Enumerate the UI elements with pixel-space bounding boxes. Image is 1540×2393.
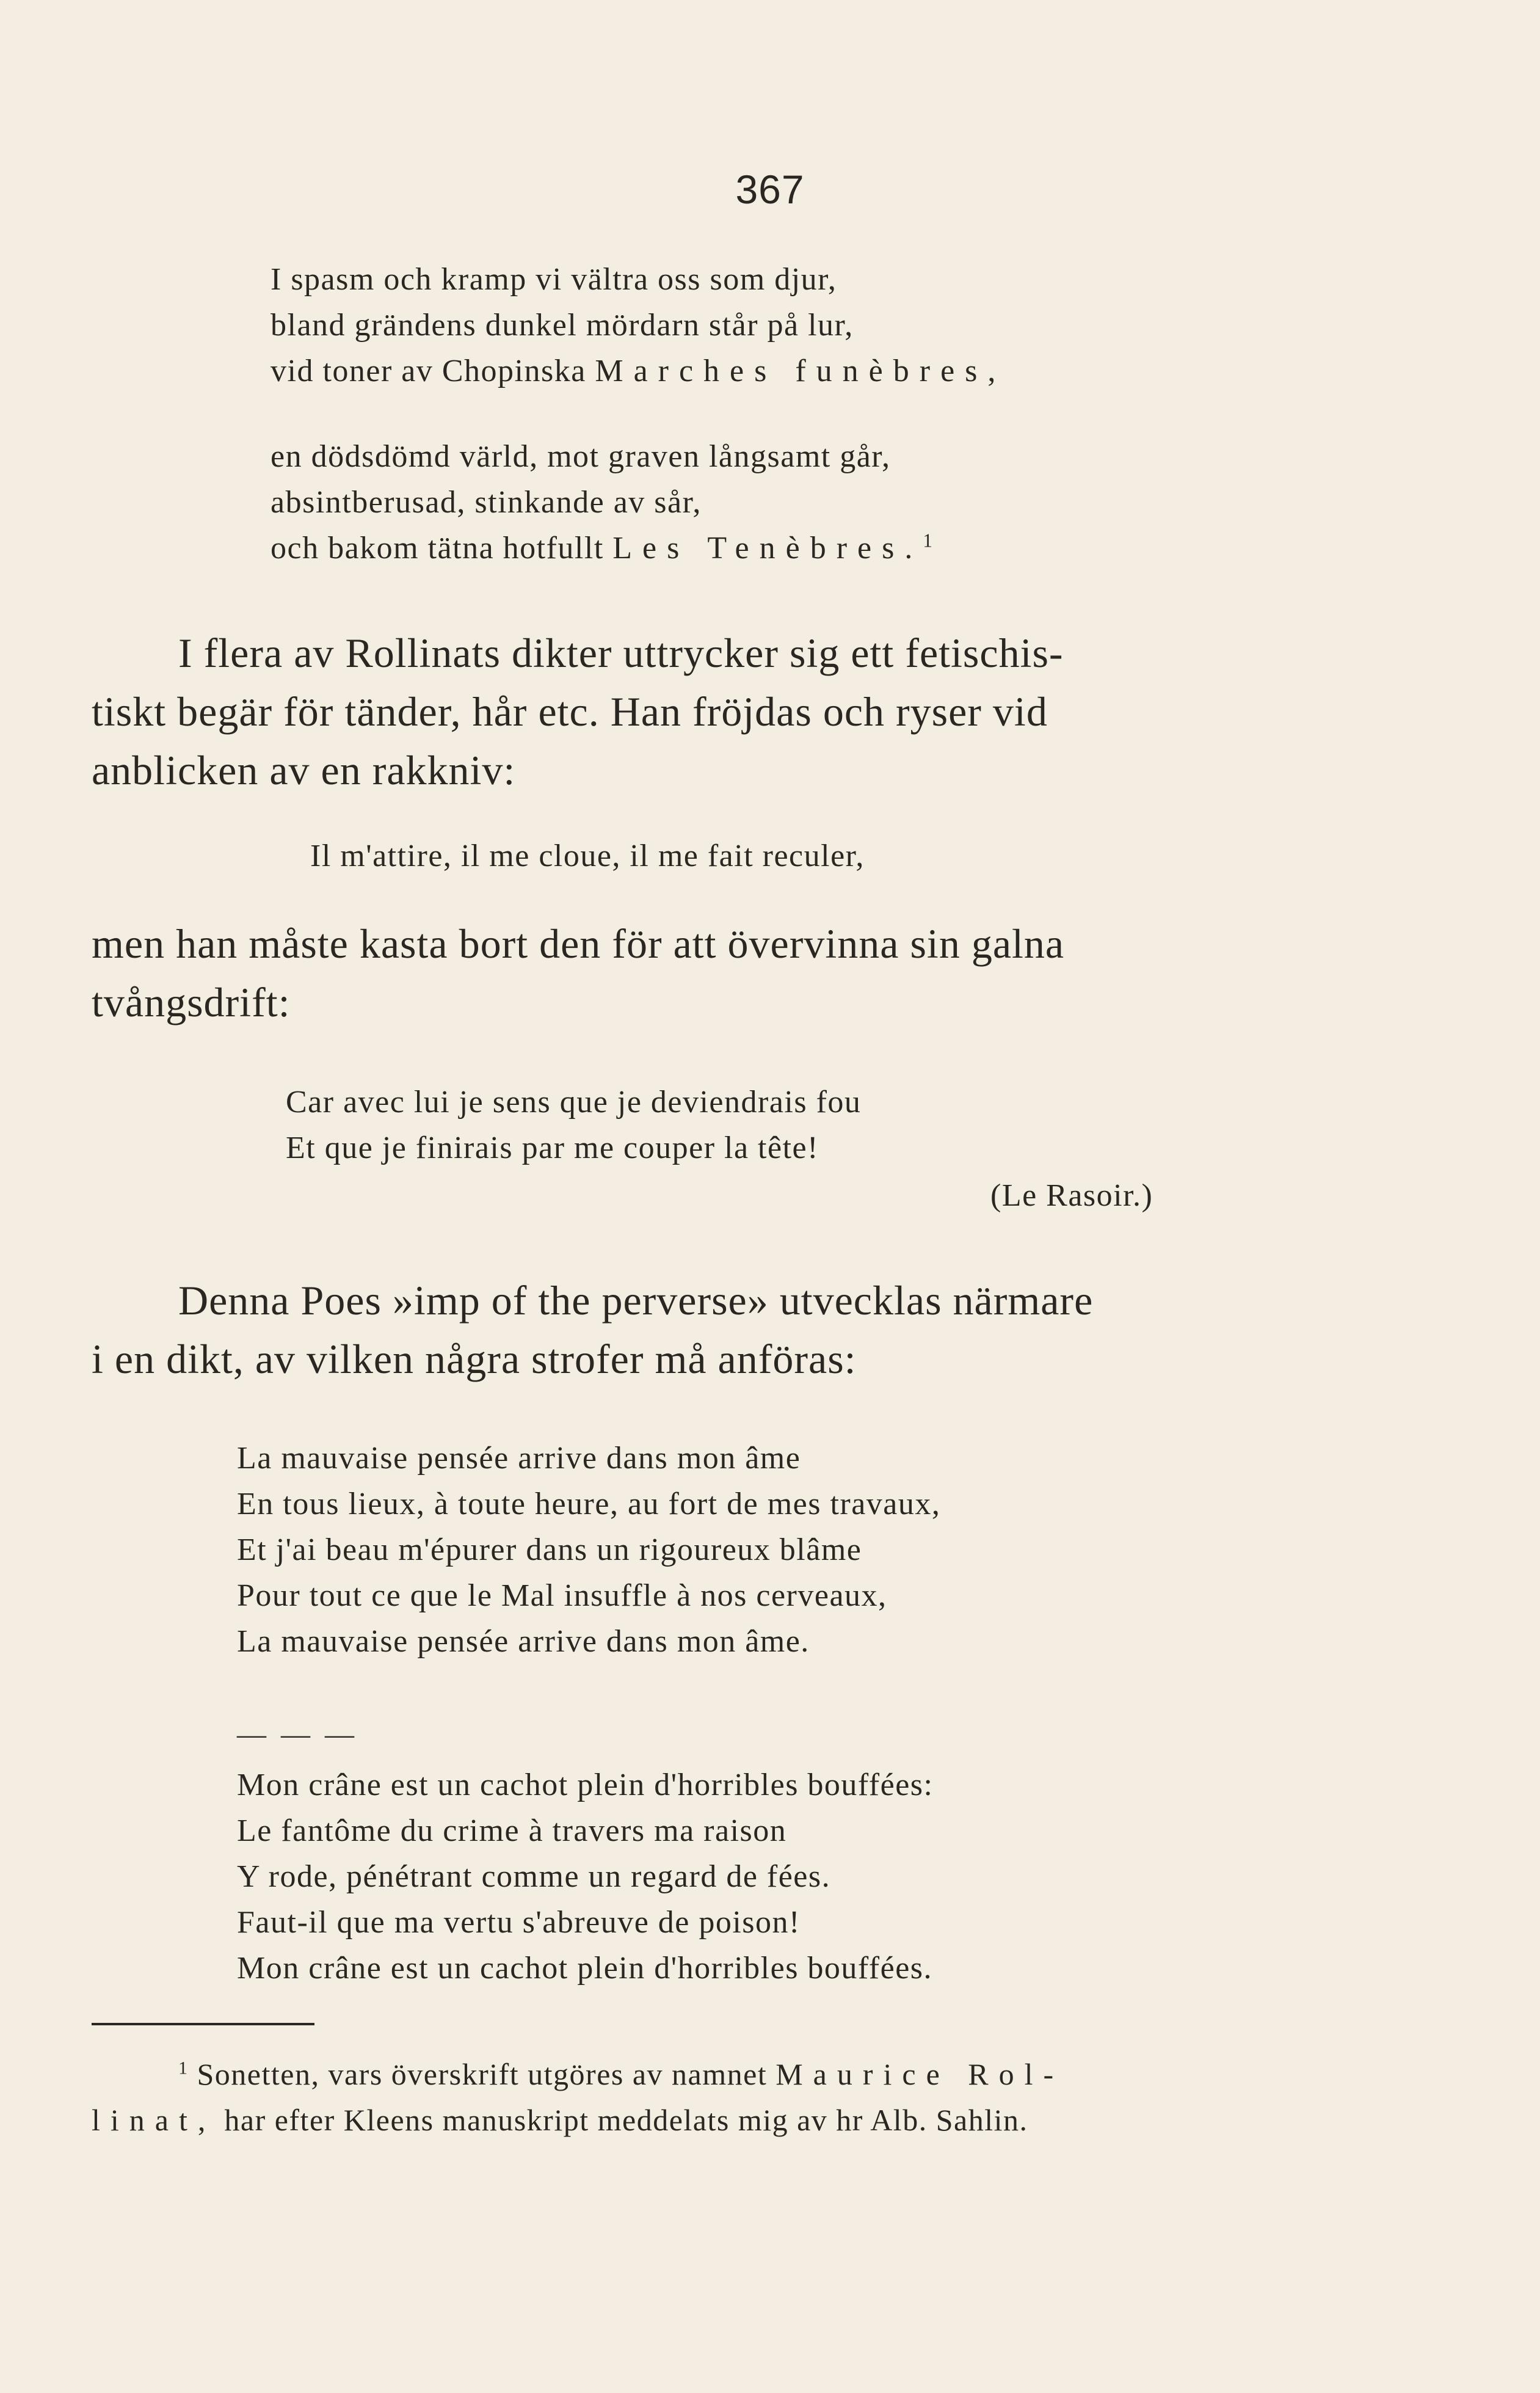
footnote-line — [178, 2056, 1064, 2092]
quote-line: Car avec lui je sens que je deviendrais fou — [286, 1085, 862, 1120]
poem-line: bland grändens dunkel mördarn står på lur, — [271, 308, 854, 343]
footnote-rule — [92, 2023, 314, 2025]
stanza-separator: — — — — [237, 1718, 358, 1750]
poem-line: en dödsdömd värld, mot graven långsamt går, — [271, 439, 891, 474]
footnote-mark: 1 — [178, 2058, 189, 2078]
quote-line: Et que je finirais par me couper la tête! — [286, 1131, 819, 1165]
prose-line: i en dikt, av vilken några strofer må anföras: — [92, 1336, 857, 1382]
poem-line-prefix: och bakom tätna hotfullt — [271, 531, 613, 566]
prose-line: Denna Poes »imp of the perverse» utvecklas närmare — [178, 1277, 1094, 1324]
prose-line: I flera av Rollinats dikter uttrycker sig ett fetischis- — [178, 630, 1064, 676]
poem-line: La mauvaise pensée arrive dans mon âme — [237, 1441, 801, 1476]
poem-line: La mauvaise pensée arrive dans mon âme. — [237, 1624, 810, 1659]
poem-line: En tous lieux, à toute heure, au fort de mes travaux, — [237, 1487, 941, 1521]
poem-line: Le fantôme du crime à travers ma raison — [237, 1813, 787, 1848]
poem-line: Et j'ai beau m'épurer dans un rigoureux blâme — [237, 1532, 862, 1567]
spaced-name: linat, — [92, 2103, 216, 2137]
spaced-title: Marches funèbres, — [595, 354, 1006, 388]
footnote-text: har efter Kleens manuskript meddelats mig av hr Alb. Sahlin. — [216, 2103, 1028, 2137]
poem-line: Faut-il que ma vertu s'abreuve de poison! — [237, 1905, 801, 1940]
poem-line-prefix: vid toner av Chopinska — [271, 354, 595, 388]
quote-line: Il m'attire, il me cloue, il me fait reculer, — [310, 839, 865, 873]
quote-attribution: (Le Rasoir.) — [990, 1178, 1153, 1213]
poem-line: Mon crâne est un cachot plein d'horribles bouffées. — [237, 1951, 933, 1986]
prose-line: tvångsdrift: — [92, 979, 291, 1025]
footnote-line — [92, 2102, 1028, 2138]
poem-line — [271, 530, 933, 566]
footnote-text: Sonetten, vars överskrift utgöres av namnet — [197, 2057, 776, 2091]
poem-line: absintberusad, stinkande av sår, — [271, 485, 702, 520]
poem-line: Mon crâne est un cachot plein d'horribles bouffées: — [237, 1768, 934, 1802]
poem-line: I spasm och kramp vi vältra oss som djur, — [271, 262, 837, 297]
poem-line — [271, 353, 1006, 389]
page-number: 367 — [735, 167, 805, 212]
spaced-name: Maurice Rol- — [775, 2057, 1064, 2091]
footnote-reference: 1 — [923, 530, 934, 552]
prose-line: anblicken av en rakkniv: — [92, 747, 516, 793]
poem-line: Y rode, pénétrant comme un regard de fées. — [237, 1859, 831, 1894]
poem-line: Pour tout ce que le Mal insuffle à nos cerveaux, — [237, 1578, 887, 1613]
prose-line: men han måste kasta bort den för att övervinna sin galna — [92, 920, 1065, 967]
spaced-title: Les Tenèbres. — [612, 531, 923, 566]
prose-line: tiskt begär för tänder, hår etc. Han fröjdas och ryser vid — [92, 688, 1048, 735]
